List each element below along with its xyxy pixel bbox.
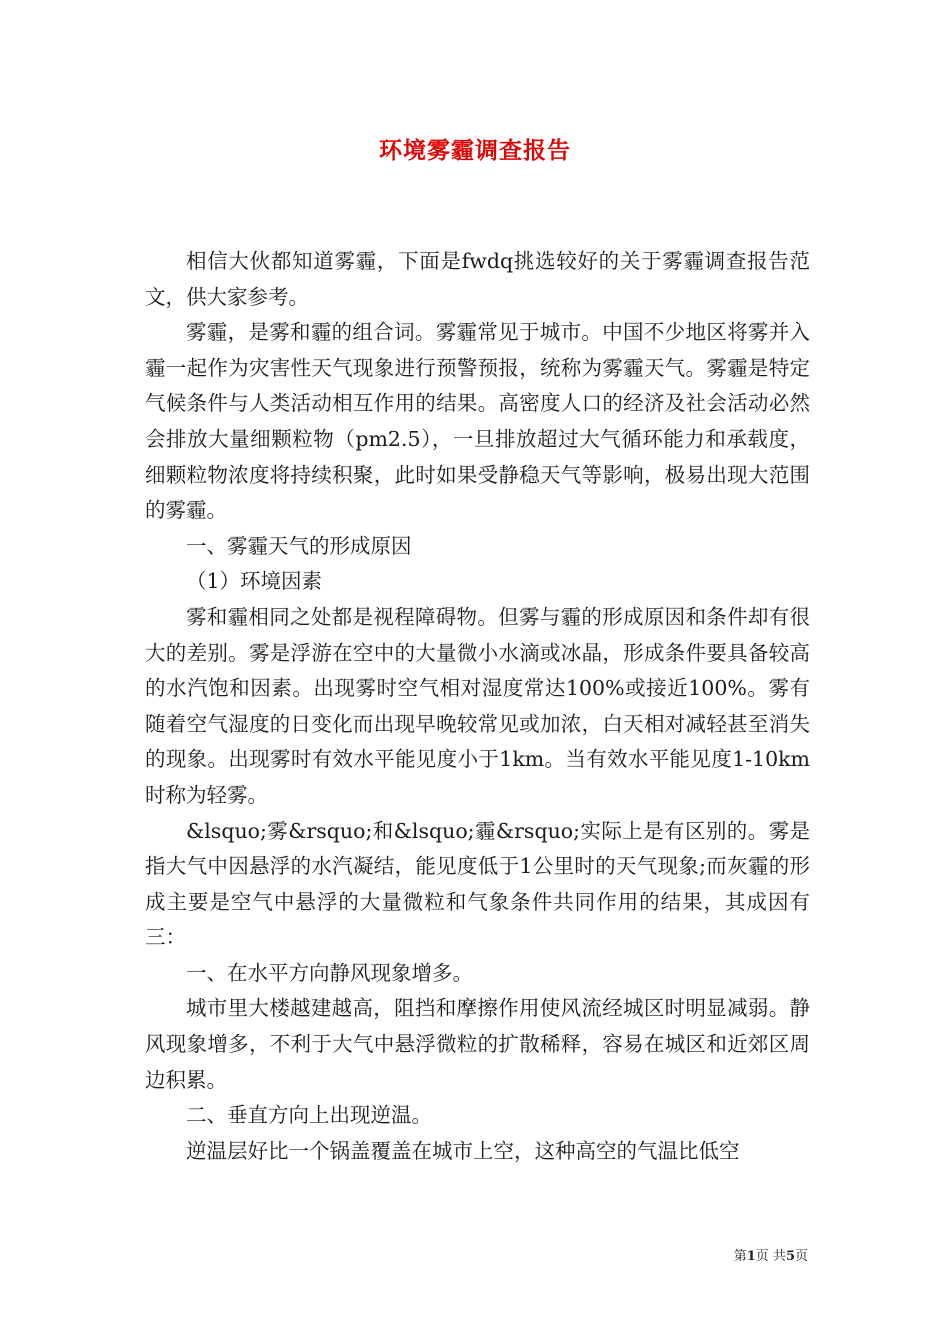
footer-suffix: 页 [794,1249,808,1264]
document-body [145,244,810,1169]
footer-prefix: 第 [733,1249,747,1264]
paragraph-intro: 相信大伙都知道雾霾，下面是fwdq挑选较好的关于雾霾调查报告范文，供大家参考。 [145,249,810,309]
paragraph-definition: 雾霾，是雾和霾的组合词。雾霾常见于城市。中国不少地区将雾并入霾一起作为灾害性天气现象进行预警预报，统称为雾霾天气。雾霾是特定气候条件与人类活动相互作用的结果。高密度人口的经济及社会活动必然会排放大量细颗粒物（pm2.5），一旦排放超过大气循环能力和承载度，细颗粒物浓度将持续积聚，此时如果受静稳天气等影响，极易出现大范围的雾霾。 [145,320,810,523]
section-heading: 一、雾霾天气的形成原因 [186,533,412,558]
paragraph-cause-1: 城市里大楼越建越高，阻挡和摩擦作用使风流经城区时明显减弱。静风现象增多，不利于大气中悬浮微粒的扩散稀释，容易在城区和近郊区周边积累。 [145,996,810,1092]
document-title: 环境雾霾调查报告 [379,138,571,164]
cause-heading-1: 一、在水平方向静风现象增多。 [186,960,473,985]
paragraph-fog-haze-difference: 雾和霾相同之处都是视程障碍物。但雾与霾的形成原因和条件却有很大的差别。雾是浮游在空中的大量微小水滴或冰晶，形成条件要具备较高的水汽饱和因素。出现雾时空气相对湿度常达100%或接近100%。雾有随着空气湿度的日变化而出现早晚较常见或加浓，白天相对减轻甚至消失的现象。出现雾时有效水平能见度小于1km。当有效水平能见度1-10km时称为轻雾。 [145,604,810,807]
subsection-heading: （1）环境因素 [186,569,323,594]
cause-heading-2: 二、垂直方向上出现逆温。 [186,1103,432,1128]
paragraph-cause-2: 逆温层好比一个锅盖覆盖在城市上空，这种高空的气温比低空 [186,1138,740,1163]
footer-middle: 页 共 [755,1249,786,1264]
footer-page-number: 1 [746,1249,756,1264]
page-footer [734,1245,808,1264]
paragraph-haze-causes: &lsquo;雾&rsquo;和&lsquo;霾&rsquo;实际上是有区别的。雾是指大气中因悬浮的水汽凝结，能见度低于1公里时的天气现象;而灰霾的形成主要是空气中悬浮的大量微粒和气象条件共同作用的结果，其成因有三： [145,818,810,950]
footer-total-pages: 5 [785,1249,795,1264]
